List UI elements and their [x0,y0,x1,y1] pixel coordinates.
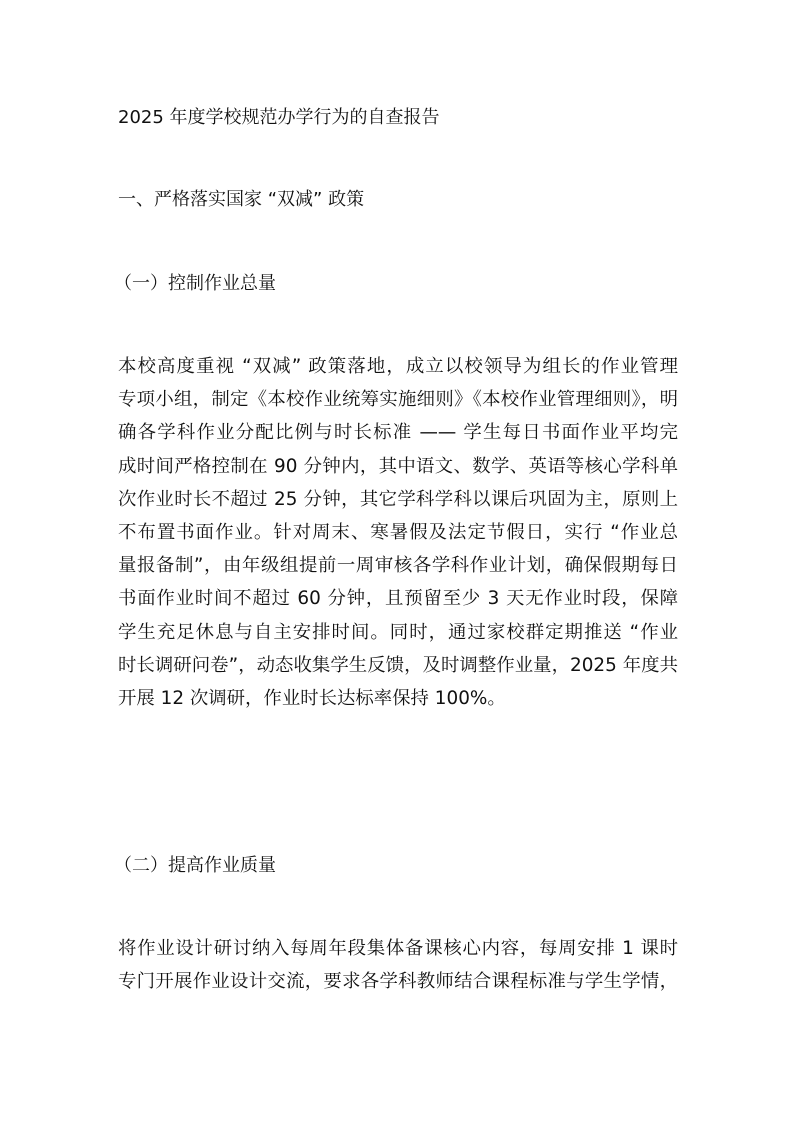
text-line: 次作业时长不超过 25 分钟，其它学科学科以课后巩固为主，原则上 [118,488,678,510]
text-line: 本校高度重视 “双减” 政策落地，成立以校领导为组长的作业管理 [118,356,678,377]
text-line: 专门开展作业设计交流，要求各学科教师结合课程标准与学生学情， [118,971,678,993]
text-line: 专项小组，制定《本校作业统筹实施细则》《本校作业管理细则》，明 [118,389,678,411]
text-line: 将作业设计研讨纳入每周年段集体备课核心内容，每周安排 1 课时 [118,938,678,959]
subsection-heading: （一）控制作业总量 [114,273,276,294]
text-line: 不布置书面作业。针对周末、寒暑假及法定节假日，实行 “作业总 [118,521,678,543]
paragraph-workload [118,350,678,715]
text-line: 量报备制”，由年级组提前一周审核各学科作业计划，确保假期每日 [118,555,678,577]
text-line: 书面作业时间不超过 60 分钟，且预留至少 3 天无作业时段，保障 [118,588,678,610]
text-line: 时长调研问卷”，动态收集学生反馈，及时调整作业量，2025 年度共 [118,654,678,676]
subsection-heading: （二）提高作业质量 [114,855,276,876]
text-line: 确各学科作业分配比例与时长标准 —— 学生每日书面作业平均完 [118,422,678,444]
section-heading: 一、严格落实国家 “双减” 政策 [118,189,365,210]
document-title: 2025 年度学校规范办学行为的自查报告 [118,107,440,128]
text-line: 开展 12 次调研，作业时长达标率保持 100%。 [118,687,506,709]
paragraph-quality [118,932,678,998]
text-line: 成时间严格控制在 90 分钟内，其中语文、数学、英语等核心学科单 [118,455,678,477]
text-line: 学生充足休息与自主安排时间。同时，通过家校群定期推送 “作业 [118,621,678,643]
